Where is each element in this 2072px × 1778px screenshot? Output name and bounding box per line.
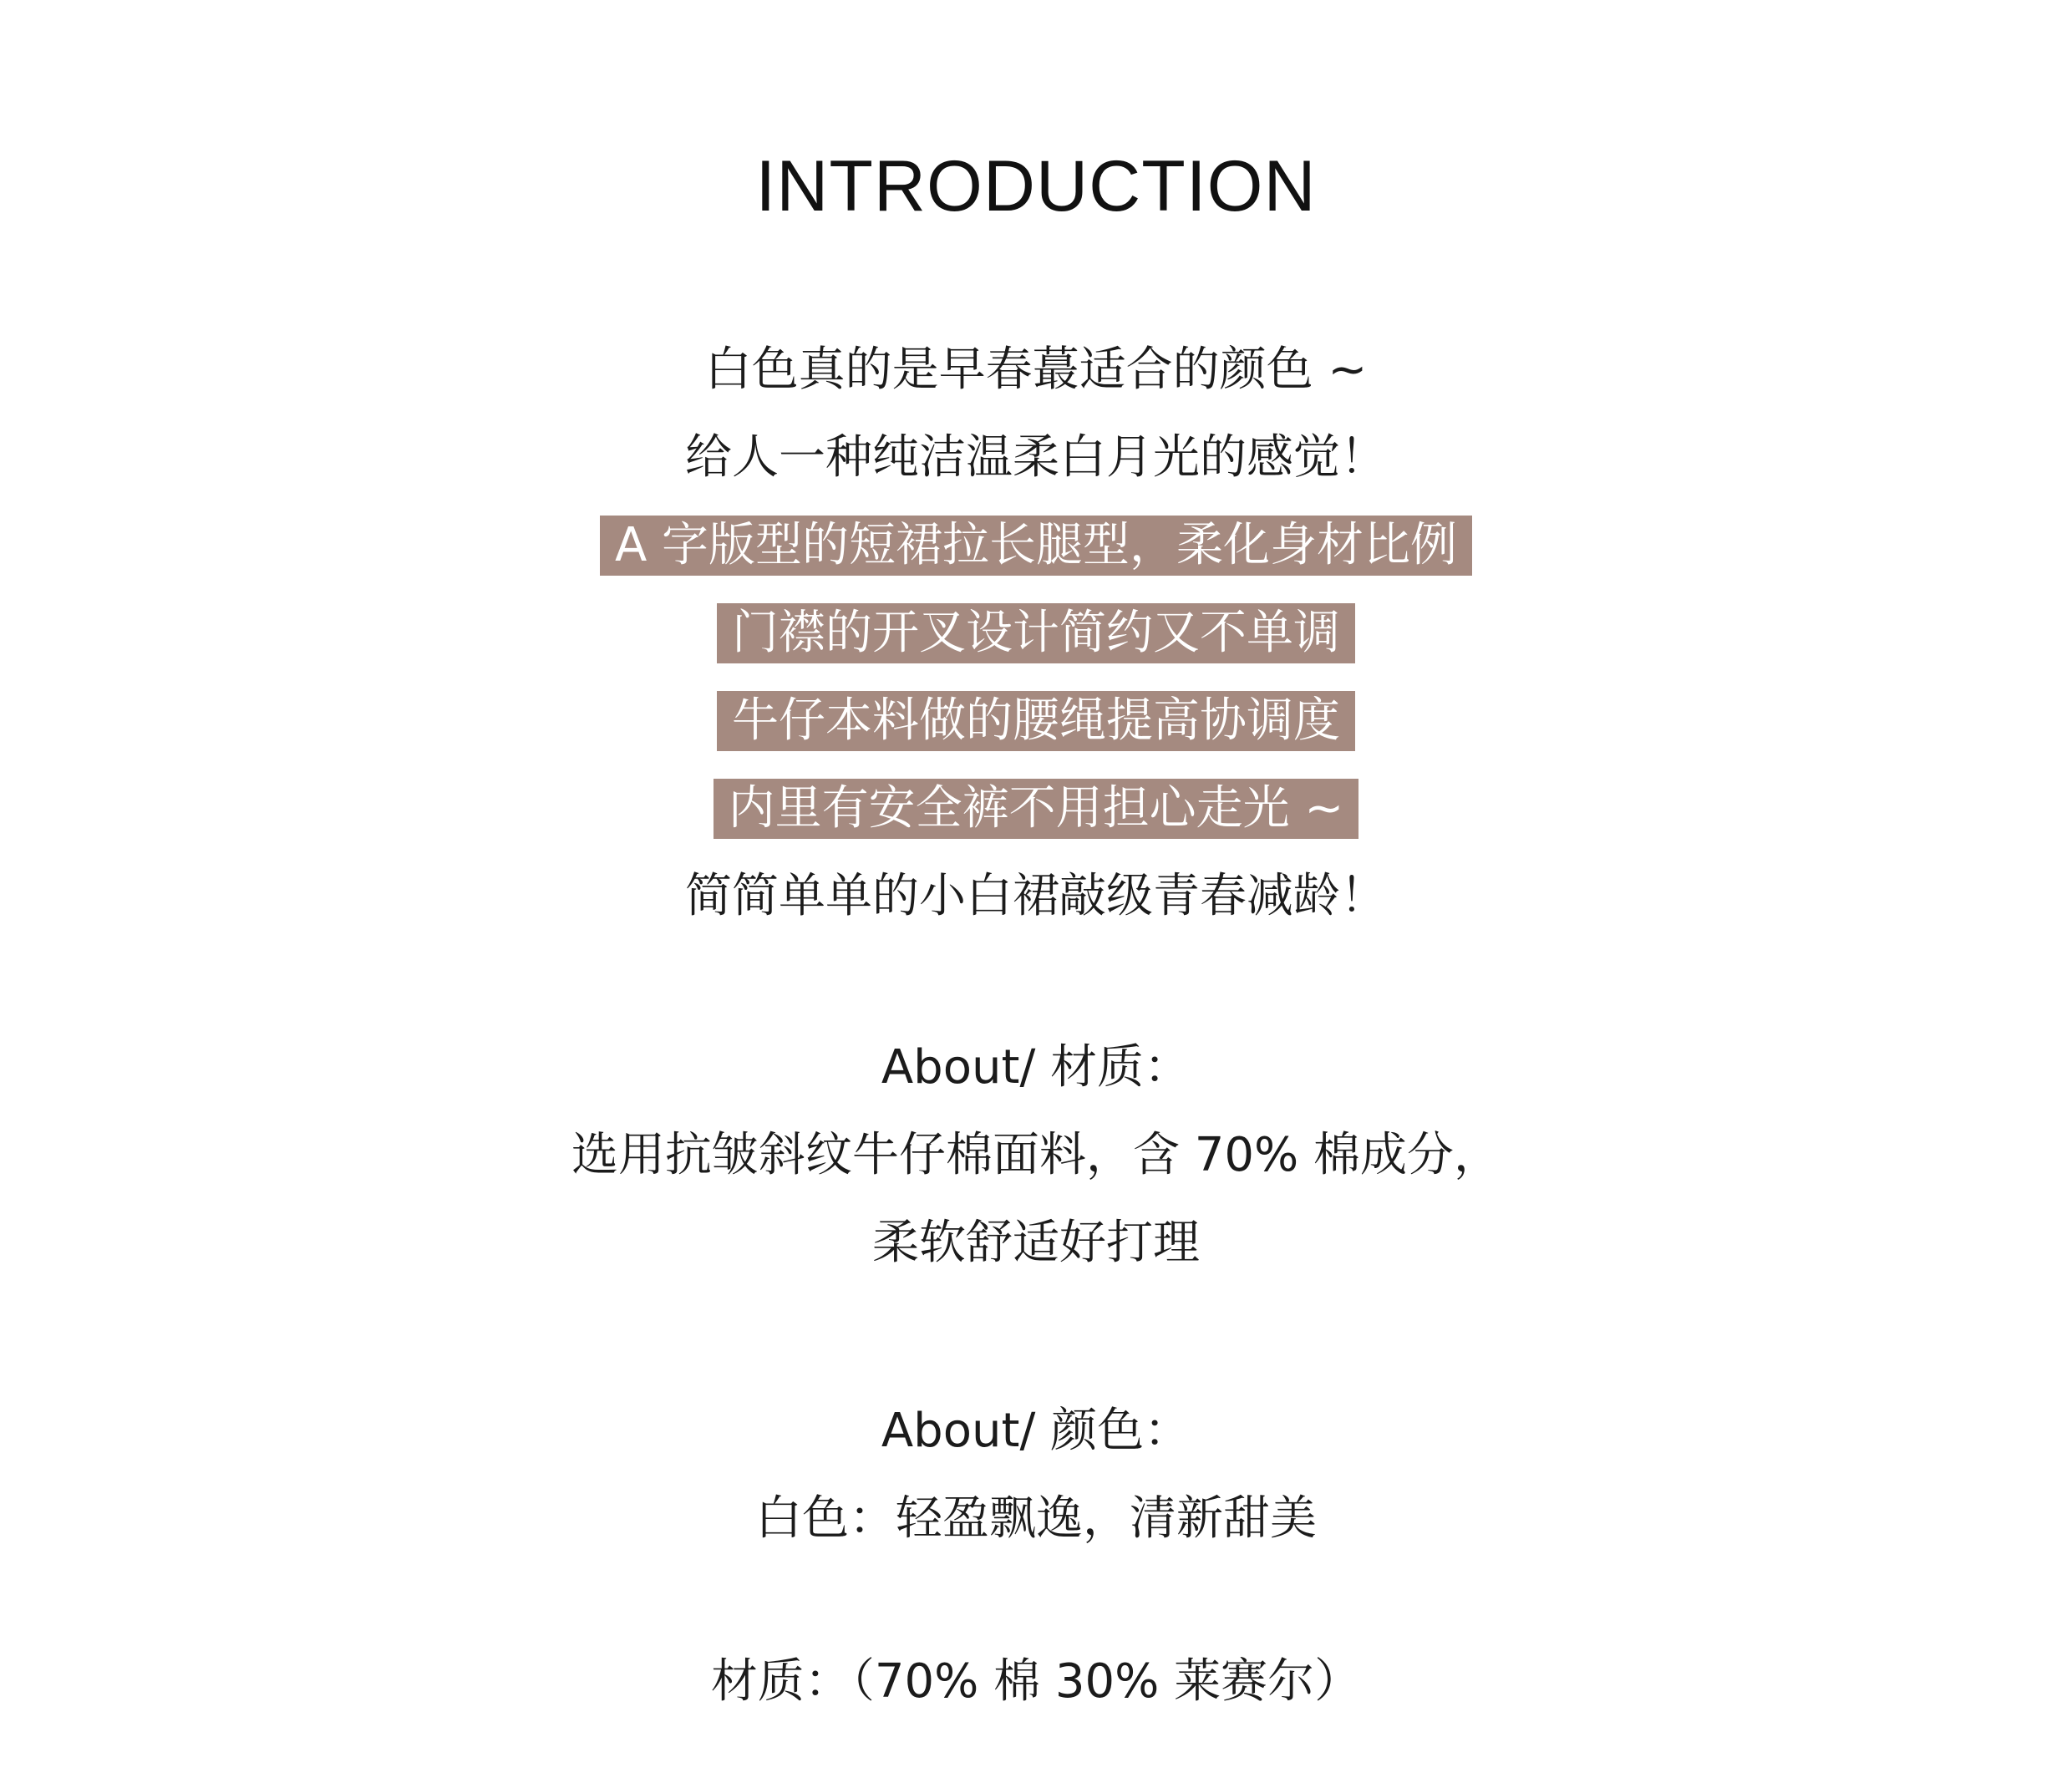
intro-line-highlighted: [0, 765, 2072, 852]
highlighted-text: 内里有安全裤不用担心走光 ~: [714, 779, 1359, 839]
page-title: INTRODUCTION: [755, 146, 1317, 226]
intro-line-text: 白色真的是早春蕞适合的颜色 ~: [704, 342, 1368, 397]
intro-line-highlighted: [0, 501, 2072, 589]
color-heading: About/ 颜色：: [881, 1403, 1191, 1458]
material-heading: About/ 材质：: [881, 1039, 1191, 1095]
composition-text: 材质：（70% 棉 30% 莱赛尔）: [710, 1654, 1362, 1709]
material-section: [0, 1024, 2072, 1287]
material-line-1: 选用抗皱斜纹牛仔棉面料，含 70% 棉成分，: [571, 1127, 1501, 1182]
material-line-2: 柔软舒适好打理: [872, 1215, 1200, 1270]
intro-line-highlighted: [0, 589, 2072, 677]
intro-line-highlighted: [0, 677, 2072, 765]
section-heading: [0, 1387, 2072, 1475]
intro-line: [0, 326, 2072, 414]
section-text: [0, 1475, 2072, 1562]
section-text: [0, 1199, 2072, 1287]
highlighted-text: A 字版型的短裙拉长腿型，柔化身材比例: [600, 516, 1472, 576]
section-heading: [0, 1024, 2072, 1111]
section-text: [0, 1638, 2072, 1725]
intro-lines: [0, 326, 2072, 940]
section-text: [0, 1111, 2072, 1199]
intro-line: [0, 852, 2072, 940]
color-line-1: 白色：轻盈飘逸，清新甜美: [755, 1491, 1317, 1546]
intro-line: [0, 414, 2072, 501]
highlighted-text: 门襟的开叉设计简约又不单调: [717, 603, 1355, 663]
intro-line-text: 给人一种纯洁温柔白月光的感觉！: [685, 429, 1387, 485]
intro-line-text: 简简单单的小白裙敲级青春减龄！: [685, 868, 1387, 923]
highlighted-text: 牛仔本料做的腰绳提高协调度: [717, 691, 1355, 751]
composition-section: [0, 1638, 2072, 1725]
color-section: [0, 1387, 2072, 1562]
